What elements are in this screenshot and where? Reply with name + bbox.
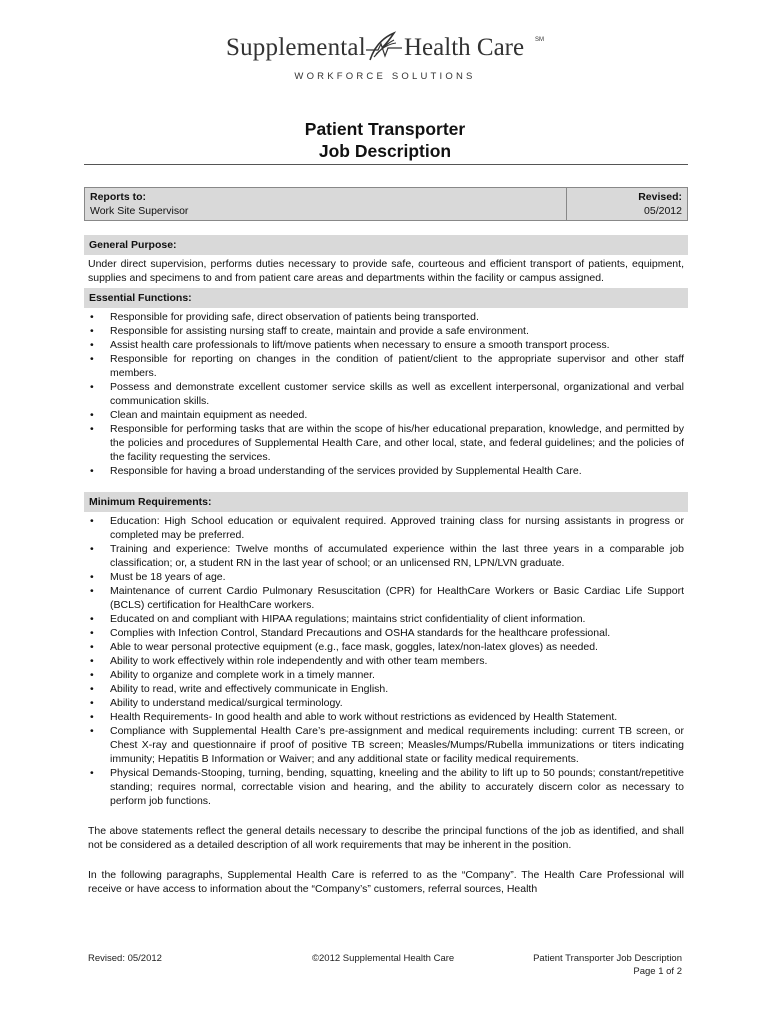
list-item: • Ability to work effectively within role independently and with other team members. [90, 655, 488, 667]
bullet-icon: • [90, 655, 94, 667]
list-item: • Responsible for performing tasks that are within the scope of his/her educational preparation, knowledge, and permitted by the policies and procedures of Supplemental Health Care, and other local, state, and federal guidelines; and the policies of the facility requesting the services. [90, 423, 684, 463]
list-item: • Physical Demands-Stooping, turning, bending, squatting, kneeling and the ability to lift up to 50 pounds; constant/repetitive standing; requires normal, correctable vision and hearing, and the ability to accurately discern color as necessary to perform job functions. [90, 767, 684, 807]
list-item: • Complies with Infection Control, Standard Precautions and OSHA standards for the healthcare professional. [90, 627, 611, 639]
bullet-icon: • [90, 353, 94, 365]
general-purpose-text: Under direct supervision, performs duties necessary to provide safe, courteous and efficient transport of patients, equipment, supplies and specimens to and from patient care areas and departments within the facility or campus assigned. [88, 258, 684, 284]
minimum-requirements-heading: Minimum Requirements: [84, 492, 688, 512]
logo-text-left: Supplemental [226, 34, 366, 61]
list-item: • Responsible for providing safe, direct observation of patients being transported. [90, 311, 479, 323]
company-paragraph: In the following paragraphs, Supplemental Health Care is referred to as the “Company”. The Health Care Professional will receive or have access to information about the “Company’s” customers, referral sources, Health [88, 869, 684, 895]
title-line-2: Job Description [318, 141, 452, 161]
list-item: • Clean and maintain equipment as needed. [90, 409, 308, 421]
bullet-icon: • [90, 311, 94, 323]
revised-value: 05/2012 [644, 205, 682, 217]
revised-cell [567, 188, 687, 220]
list-item: • Maintenance of current Cardio Pulmonary Resuscitation (CPR) for HealthCare Workers or Basic Cardiac Life Support (BCLS) certification for HealthCare workers. [90, 585, 684, 611]
bullet-icon: • [90, 697, 94, 709]
reports-to-label: Reports to: [90, 191, 146, 203]
list-item: • Ability to understand medical/surgical terminology. [90, 697, 343, 709]
list-item: • Training and experience: Twelve months of accumulated experience within the last three years in a comparable job classification; or, a student RN in the last year of school; or an unlicensed RN, LPN/LVN graduate. [90, 543, 684, 569]
reports-to-cell [85, 188, 567, 220]
bullet-icon: • [90, 669, 94, 681]
footer-page-number: Page 1 of 2 [633, 966, 682, 977]
bullet-icon: • [90, 627, 94, 639]
logo-text-right: Health Care [404, 34, 525, 61]
bullet-icon: • [90, 339, 94, 351]
bullet-icon: • [90, 641, 94, 653]
title-divider [84, 164, 688, 165]
feather-pulse-icon [364, 30, 404, 64]
general-purpose-heading: General Purpose: [84, 235, 688, 255]
document-title [0, 118, 770, 162]
list-item: • Responsible for having a broad understanding of the services provided by Supplemental Health Care. [90, 465, 582, 477]
reports-table [84, 187, 688, 221]
minimum-requirements-list [84, 514, 688, 808]
bullet-icon: • [90, 409, 94, 421]
spacer [84, 478, 688, 492]
list-item: • Responsible for reporting on changes in the condition of patient/client to the appropriate supervisor and other staff members. [90, 353, 684, 379]
bullet-icon: • [90, 711, 94, 723]
bullet-icon: • [90, 725, 94, 737]
footer-doc-title: Patient Transporter Job Description [533, 953, 682, 964]
footer-copyright: ©2012 Supplemental Health Care [312, 953, 455, 964]
list-item: • Must be 18 years of age. [90, 571, 226, 583]
list-item: • Responsible for assisting nursing staff to create, maintain and provide a safe environment. [90, 325, 529, 337]
revised-label: Revised: [638, 191, 682, 203]
bullet-icon: • [90, 767, 94, 779]
list-item: • Able to wear personal protective equipment (e.g., face mask, goggles, latex/non-latex gloves) as needed. [90, 641, 598, 653]
bullet-icon: • [90, 543, 94, 555]
list-item: • Ability to organize and complete work in a timely manner. [90, 669, 375, 681]
logo-wordmark [218, 28, 558, 68]
footer-doc-info [533, 952, 682, 978]
company-logo [0, 28, 770, 88]
bullet-icon: • [90, 585, 94, 597]
logo-tagline: WORKFORCE SOLUTIONS [294, 71, 476, 82]
bullet-icon: • [90, 613, 94, 625]
bullet-icon: • [90, 423, 94, 435]
reports-to-value: Work Site Supervisor [90, 205, 189, 217]
bullet-icon: • [90, 683, 94, 695]
bullet-icon: • [90, 515, 94, 527]
statement-paragraph: The above statements reflect the general details necessary to describe the principal functions of the job as identified, and shall not be considered as a detailed description of all work requirements that may be inherent in the position. [88, 825, 684, 851]
list-item: • Health Requirements- In good health and able to work without restrictions as evidenced by Health Statement. [90, 711, 618, 723]
list-item: • Educated on and compliant with HIPAA regulations; maintains strict confidentiality of client information. [90, 613, 586, 625]
title-line-1: Patient Transporter [304, 119, 466, 139]
bullet-icon: • [90, 325, 94, 337]
bullet-icon: • [90, 381, 94, 393]
document-body [84, 164, 688, 896]
bullet-icon: • [90, 571, 94, 583]
essential-functions-heading: Essential Functions: [84, 288, 688, 308]
list-item: • Ability to read, write and effectively communicate in English. [90, 683, 389, 695]
bullet-icon: • [90, 465, 94, 477]
footer-revised: Revised: 05/2012 [88, 953, 162, 964]
list-item: • Assist health care professionals to lift/move patients when necessary to ensure a smooth transport process. [90, 339, 610, 351]
list-item: • Possess and demonstrate excellent customer service skills as well as excellent interpersonal, organizational and verbal communication skills. [90, 381, 684, 407]
spacer [84, 221, 688, 235]
list-item: • Compliance with Supplemental Health Care’s pre-assignment and medical requirements including: current TB screen, or Chest X-ray and questionnaire if proof of positive TB screen; Measles/Mumps/Rubella immunizations or titers indicating immunity; Hepatitis B Information or Waiver; and any additional state or facility medical requirements. [90, 725, 684, 765]
essential-functions-list [84, 310, 688, 478]
service-mark: SM [535, 37, 544, 43]
list-item: • Education: High School education or equivalent required. Approved training class for nursing assistants in progress or completed may be preferred. [90, 515, 684, 541]
